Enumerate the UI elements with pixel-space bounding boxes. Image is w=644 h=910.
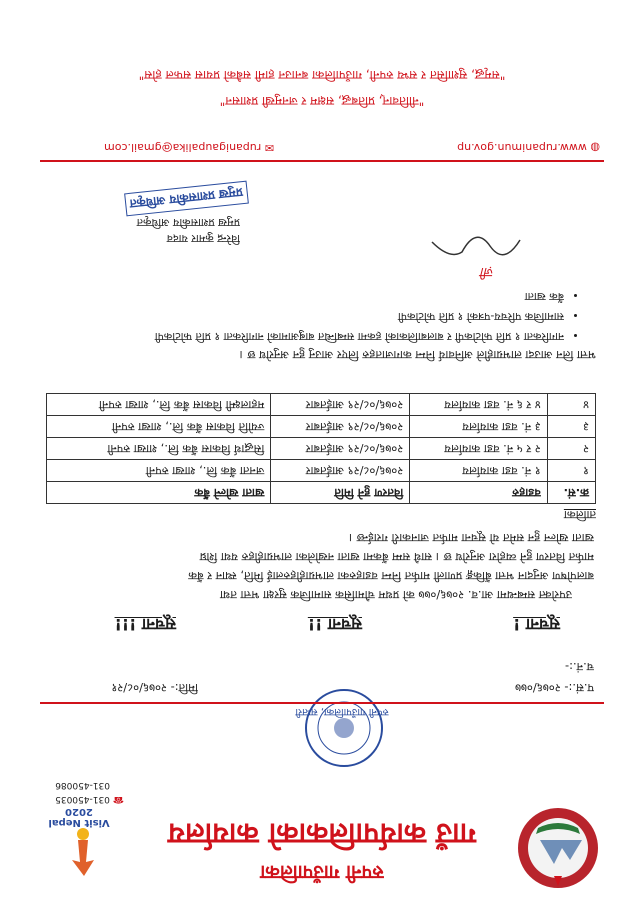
table-cell: २०७६/०८/२९ आईतबार: [271, 438, 410, 460]
phone-icon: ☎: [109, 794, 124, 804]
table-cell: १: [547, 460, 595, 482]
notice-heading-3: सूचना !!!: [114, 615, 176, 634]
table-cell: २: [547, 438, 595, 460]
body-line: बालपोषण अनुदान भत्ता बैंकिङ्ग प्रणाली मार्फत निम्न वडाहरुका लाभग्राहीहरुलाई मिति, स्थान र बैंक: [188, 569, 594, 583]
column-header: वडाहरु: [410, 482, 548, 504]
stamp-text: रुपनी गाउँपालिका, सप्तरी: [295, 706, 389, 717]
municipality-name: रुपनी गाउँपालिका: [260, 861, 384, 883]
column-header: खाता खोल्ने बैंक: [47, 482, 271, 504]
column-header: वितरण हुने मिति: [271, 482, 410, 504]
table-row: [47, 438, 596, 460]
table-cell: ४: [547, 394, 595, 416]
globe-icon: ◍: [586, 141, 600, 154]
table-cell: २ र ५ नं. वडा कार्यालय: [410, 438, 548, 460]
signer-name: विरेन्द्र कुमार यादव: [166, 232, 240, 245]
table-row: [47, 416, 596, 438]
table-header-row: [47, 482, 596, 504]
phone-1: ☎ 031-450035: [55, 794, 124, 804]
table-cell: ३ नं. वडा कार्यालय: [410, 416, 548, 438]
email-link[interactable]: ✉ rupanigaupalika@gmail.com: [104, 141, 274, 154]
table-cell: २०७६/०८/२९ आईतबार: [271, 394, 410, 416]
letter-date: मिति:- २०७६/०८/२१: [111, 681, 198, 695]
office-name: गाउँ कार्यपालिकाको कार्यालय: [168, 817, 476, 851]
table-cell: जनता बैंक लि., शाखा रुपनी: [47, 460, 271, 482]
signer-title: प्रमुख प्रशासकीय अधिकृत: [136, 216, 240, 229]
visit-nepal-text: Visit Nepal 2020: [48, 806, 110, 828]
list-item: • नागरिकता १ प्रति फोटोकपी र बालबालिकाको हकमा सम्बन्धित बाबुआमाको नागरिकता १ प्रति फोटोकपी: [24, 326, 564, 346]
patra-sankhya: प.सं.:- २०७६/०७७: [514, 681, 594, 695]
body-paragraph: [46, 528, 594, 604]
mail-icon: ✉: [261, 141, 274, 154]
list-item: • बैंक खाता: [24, 286, 564, 306]
table-label: तालिका: [563, 508, 596, 522]
signature-scribble-icon: [424, 230, 524, 270]
table-cell: १ नं. वडा कार्यालय: [410, 460, 548, 482]
office-stamp-icon: [302, 686, 386, 770]
table-cell: महालक्ष्मी विकास बैंक लि., शाखा रुपनी: [47, 394, 271, 416]
notice-heading-2: सूचना !!: [307, 615, 362, 634]
table-row: [47, 460, 596, 482]
table-cell: ३: [547, 416, 595, 438]
chalani-number: च.नं.:-: [564, 660, 594, 674]
requirements-list: [24, 286, 580, 346]
table-cell: ज्योति विकास बैंक लि., शाखा रुपनी: [47, 416, 271, 438]
list-item: • सामाजिक परिचय-पत्रको १ प्रति फोटोकपी: [24, 306, 564, 326]
distribution-table: [46, 393, 596, 504]
table-cell: ४ र ६ नं. वडा कार्यालय: [410, 394, 548, 416]
notice-heading-1: सूचना !: [513, 615, 560, 634]
table-cell: २०७६/०८/२९ आईतबार: [271, 416, 410, 438]
footer-slogan-1: "नीतिवान्, प्रतिबद्ध, सक्षम र जनमुखी प्रशासन": [219, 94, 425, 108]
table-cell: २०७६/०८/२९ आईतबार: [271, 460, 410, 482]
requirements-intro: भत्ता लिन आउदा लाभग्राहीले अनिवार्य निम्न कागजातहरु लिएर आउनु हुन अनुरोध छ ।: [239, 348, 596, 362]
body-line: उपरोक्त सम्बन्धमा आ.व. २०७६/०७७ को प्रथम चौमासिक सामाजिक सुरक्षा भत्ता तथा: [219, 588, 572, 602]
table-cell: सिद्धार्थ विकास बैंक लि., शाखा रुपनी: [47, 438, 271, 460]
body-line: खाता खोल्न हुन समेत यो सूचना मार्फत जानकारी गराईन्छ ।: [348, 531, 594, 545]
footer-divider: [40, 160, 604, 162]
table-row: [47, 394, 596, 416]
website-link[interactable]: ◍ www.rupanimun.gov.np: [457, 141, 600, 154]
phone-2: 031-450086: [55, 780, 110, 790]
footer-slogan-2: "समृद्ध, सुशासित र सभ्य रुपनी, गाउँपालिका बनाउन हामी सबैको प्रयास सफल होस": [138, 68, 506, 82]
visit-nepal-logo: [34, 808, 124, 880]
header-divider: [40, 702, 604, 704]
column-header: क्र.सं.: [547, 482, 595, 504]
signed-stamp: प्रमुख प्रशासकीय अधिकृत: [124, 181, 249, 217]
signature-mark: ज़ी: [480, 264, 494, 279]
body-line: मार्फत वितरण हुने व्यहोरा अनुरोध छ । साथै सम्म बैंकमा खाता नखोलेका लाभग्राहीहरु यथा शिघ्र: [199, 550, 594, 564]
